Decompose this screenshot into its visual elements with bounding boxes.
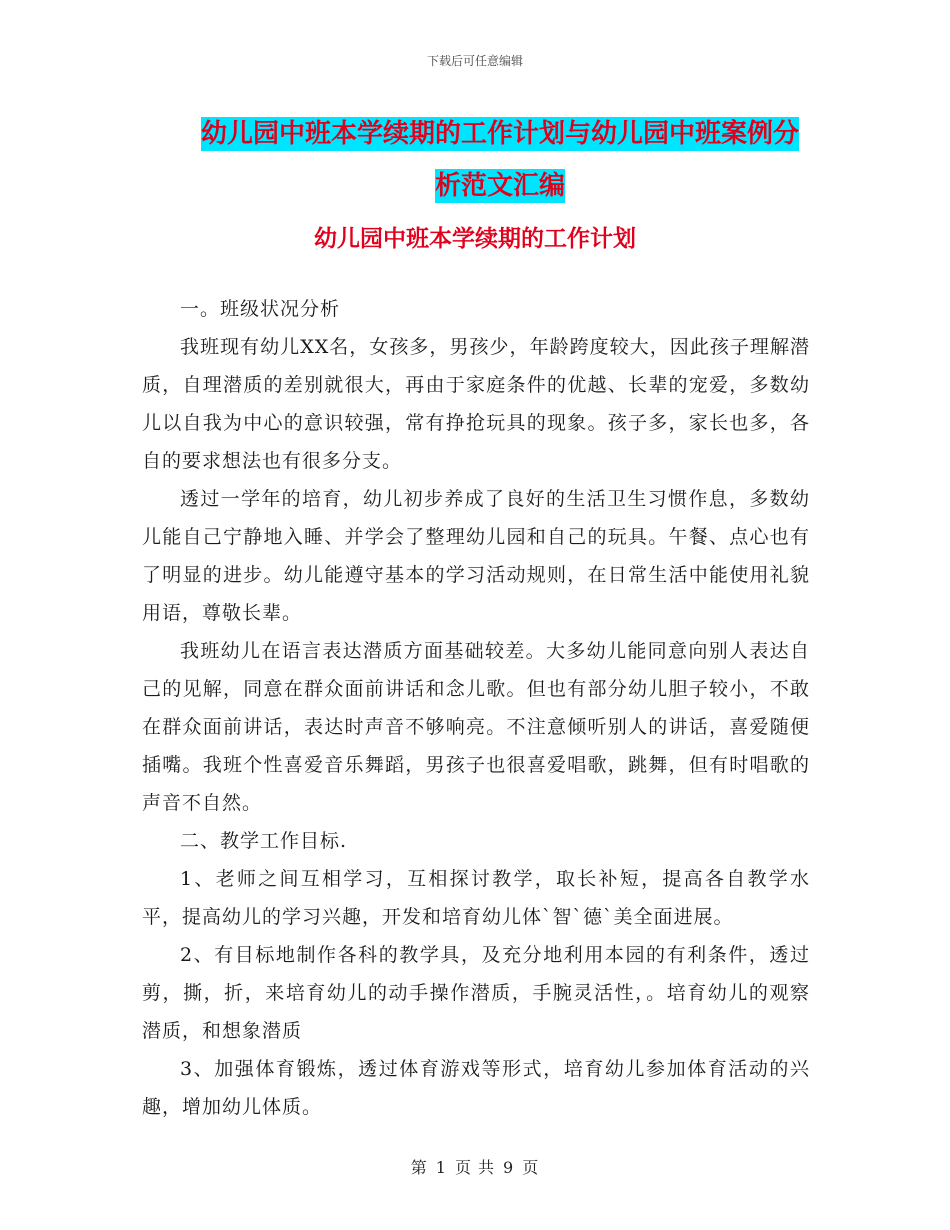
section-title: 幼儿园中班本学续期的工作计划 — [314, 226, 636, 252]
paragraph: 二、教学工作目标. — [180, 830, 348, 852]
footer-suffix: 页 — [522, 1158, 540, 1177]
page-footer — [0, 1155, 950, 1178]
document-title — [140, 108, 860, 212]
footer-mid: 页 共 — [454, 1158, 496, 1177]
paragraph: 我班现有幼儿XX名，女孩多，男孩少，年龄跨度较大，因此孩子理解潜质，自理潜质的差别就很大，再由于家庭条件的优越、长辈的宠爱，多数幼儿以自我为中心的意识较强，常有挣抢玩具的现象。孩子多，家长也多，各自的要求想法也有很多分支。 — [142, 336, 810, 472]
page-number: 1 — [435, 1158, 447, 1177]
paragraph: 我班幼儿在语言表达潜质方面基础较差。大多幼儿能同意向别人表达自己的见解，同意在群众面前讲话和念儿歌。但也有部分幼儿胆子较小，不敢在群众面前讲话，表达时声音不够响亮。不注意倾听别人的讲话，喜爱随便插嘴。我班个性喜爱音乐舞蹈，男孩子也很喜爱唱歌，跳舞，但有时唱歌的声音不自然。 — [142, 640, 810, 814]
document-title-line-2: 析范文汇编 — [434, 171, 565, 201]
header-note: 下载后可任意编辑 — [426, 54, 523, 68]
paragraph: 3、加强体育锻炼，透过体育游戏等形式，培育幼儿参加体育活动的兴趣，增加幼儿体质。 — [142, 1058, 810, 1118]
paragraph: 透过一学年的培育，幼儿初步养成了良好的生活卫生习惯作息，多数幼儿能自己宁静地入睡、并学会了整理幼儿园和自己的玩具。午餐、点心也有了明显的进步。幼儿能遵守基本的学习活动规则，在日常生活中能使用礼貌用语，尊敬长辈。 — [142, 488, 810, 624]
paragraph: 一。班级状况分析 — [180, 298, 341, 320]
paragraph: 1、老师之间互相学习，互相探讨教学，取长补短，提高各自教学水平，提高幼儿的学习兴趣，开发和培育幼儿体`智`德`美全面进展。 — [142, 868, 810, 928]
paragraph: 2、有目标地制作各科的教学具，及充分地利用本园的有利条件，透过剪，撕，折，来培育幼儿的动手操作潜质，手腕灵活性，。培育幼儿的观察潜质，和想象潜质 — [142, 944, 810, 1042]
document-title-line-1: 幼儿园中班本学续期的工作计划与幼儿园中班案例分 — [200, 119, 799, 149]
footer-prefix: 第 — [410, 1158, 428, 1177]
document-body — [142, 290, 810, 1126]
page-total: 9 — [503, 1158, 515, 1177]
